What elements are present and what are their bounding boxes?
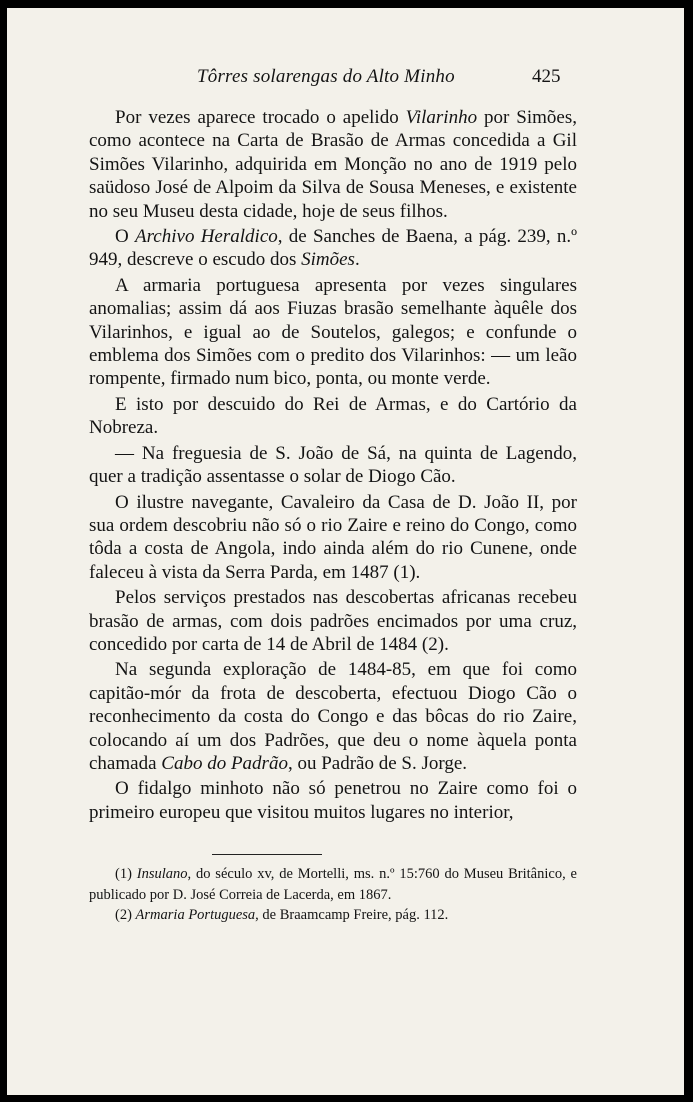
italic-run: Archivo Heraldico xyxy=(135,226,278,248)
text-run: Por vezes aparece trocado o apelido xyxy=(115,107,406,128)
italic-run: Insulano xyxy=(136,866,188,882)
body-text xyxy=(89,106,577,824)
book-page xyxy=(7,8,684,1095)
text-run: (1) xyxy=(115,866,137,882)
text-run: , do século xv, de Mortelli, ms. n.º 15:760 do Museu Britânico, e publicado por D. José Correia de Lacerda, em 1867. xyxy=(89,866,577,903)
paragraph xyxy=(89,225,577,272)
running-title: Tôrres solarengas do Alto Minho xyxy=(197,66,455,87)
italic-run: Cabo do Padrão xyxy=(161,752,288,774)
text-run: O xyxy=(115,226,135,248)
paragraph xyxy=(89,586,577,656)
footnote-rule xyxy=(212,854,322,855)
text-run: . xyxy=(354,249,360,271)
text-run: , de Braamcamp Freire, pág. 112. xyxy=(255,907,449,923)
paragraph xyxy=(89,274,577,391)
text-run: A armaria portuguesa apresenta por vezes singulares anomalias; assim dá aos Fiuzas brasão semelhante àquêle dos Vilarinhos, e igual ao de Soutelos, galegos; e confunde o emblema dos Simões com o predito dos Vilarinhos: — um leão rompente, firmado num bico, ponta, ou monte verde. xyxy=(89,274,577,390)
text-run: Na segunda exploração de 1484-85, em que foi como capitão-mór da frota de descoberta, efectuou Diogo Cão o reconhecimento da costa do Congo e das bôcas do rio Zaire, colocando aí um dos Padrões, que deu o nome àquela ponta chamada xyxy=(89,659,577,774)
text-run: Pelos serviços prestados nas descobertas africanas recebeu brasão de armas, com dois padrões encimados por uma cruz, concedido por carta de 14 de Abril de 1484 (2). xyxy=(89,587,577,655)
text-run: , de Sanches de Baena, a pág. 239, n.º 949, descreve o escudo dos xyxy=(89,226,577,271)
text-run: por Simões, como acontece na Carta de Brasão de Armas concedida a Gil Simões Vilarinho, adquirida em Monção no ano de 1919 pelo saüdoso José de Alpoim da Silva de Sousa Meneses, e existente no seu Museu desta cidade, hoje de seus filhos. xyxy=(89,107,577,222)
paragraph xyxy=(89,777,577,824)
page-number: 425 xyxy=(532,66,561,87)
text-run: O fidalgo minhoto não só penetrou no Zaire como foi o primeiro europeu que visitou muitos lugares no interior, xyxy=(89,778,577,823)
footnotes xyxy=(89,864,577,926)
footnote xyxy=(89,864,577,905)
text-run: E isto por descuido do Rei de Armas, e do Cartório da Nobreza. xyxy=(89,393,577,439)
page-header xyxy=(7,66,684,96)
text-run: O ilustre navegante, Cavaleiro da Casa de D. João II, por sua ordem descobriu não só o rio Zaire e reino do Congo, como tôda a costa de Angola, indo ainda além do rio Cunene, onde faleceu à vista da Serra Parda, em 1487 (1). xyxy=(89,491,577,583)
text-run: , ou Padrão de S. Jorge. xyxy=(287,752,468,774)
italic-run: Vilarinho xyxy=(405,107,478,128)
paragraph xyxy=(89,106,577,223)
italic-run: Armaria Portuguesa xyxy=(135,907,256,923)
italic-run: Simões xyxy=(301,249,355,271)
paragraph xyxy=(89,658,577,775)
paragraph xyxy=(89,491,577,585)
footnote xyxy=(89,905,577,926)
text-run: (2) xyxy=(115,907,136,923)
paragraph xyxy=(89,393,577,440)
text-run: — Na freguesia de S. João de Sá, na quinta de Lagendo, quer a tradição assentasse o solar de Diogo Cão. xyxy=(89,442,577,488)
paragraph xyxy=(89,442,577,489)
